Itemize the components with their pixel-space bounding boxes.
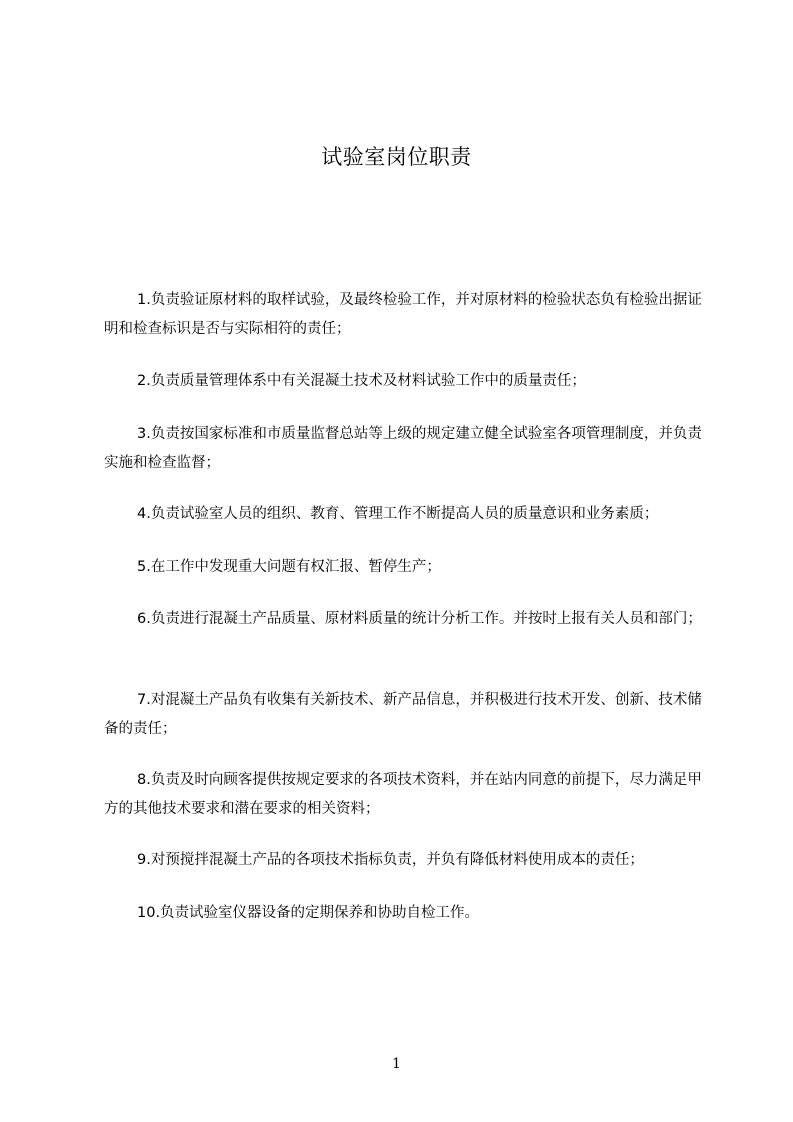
page-number: 1 (392, 1056, 401, 1072)
duty-item-10: 10.负责试验室仪器设备的定期保养和协助自检工作。 (137, 905, 480, 921)
duty-item-1: 1.负责验证原材料的取样试验，及最终检验工作，并对原材料的检验状态负有检验出据证明和检查标识是否与实际相符的责任； (104, 292, 702, 337)
page-title: 试验室岗位职责 (321, 145, 472, 169)
duty-item-8: 8.负责及时向顾客提供按规定要求的各项技术资料，并在站内同意的前提下，尽力满足甲方的其他技术要求和潜在要求的相关资料； (104, 772, 702, 817)
duty-item-7: 7.对混凝土产品负有收集有关新技术、新产品信息，并积极进行技术开发、创新、技术储备的责任； (104, 692, 702, 737)
duty-item-9: 9.对预搅拌混凝土产品的各项技术指标负责，并负有降低材料使用成本的责任； (137, 852, 644, 868)
duty-item-4: 4.负责试验室人员的组织、教育、管理工作不断提高人员的质量意识和业务素质； (137, 506, 659, 522)
duty-item-3: 3.负责按国家标准和市质量监督总站等上级的规定建立健全试验室各项管理制度，并负责实施和检查监督； (104, 426, 702, 471)
duty-item-5: 5.在工作中发现重大问题有权汇报、暂停生产； (137, 559, 441, 575)
duty-item-2: 2.负责质量管理体系中有关混凝土技术及材料试验工作中的质量责任； (137, 373, 586, 389)
duty-item-6: 6.负责进行混凝土产品质量、原材料质量的统计分析工作。并按时上报有关人员和部门； (137, 611, 702, 627)
